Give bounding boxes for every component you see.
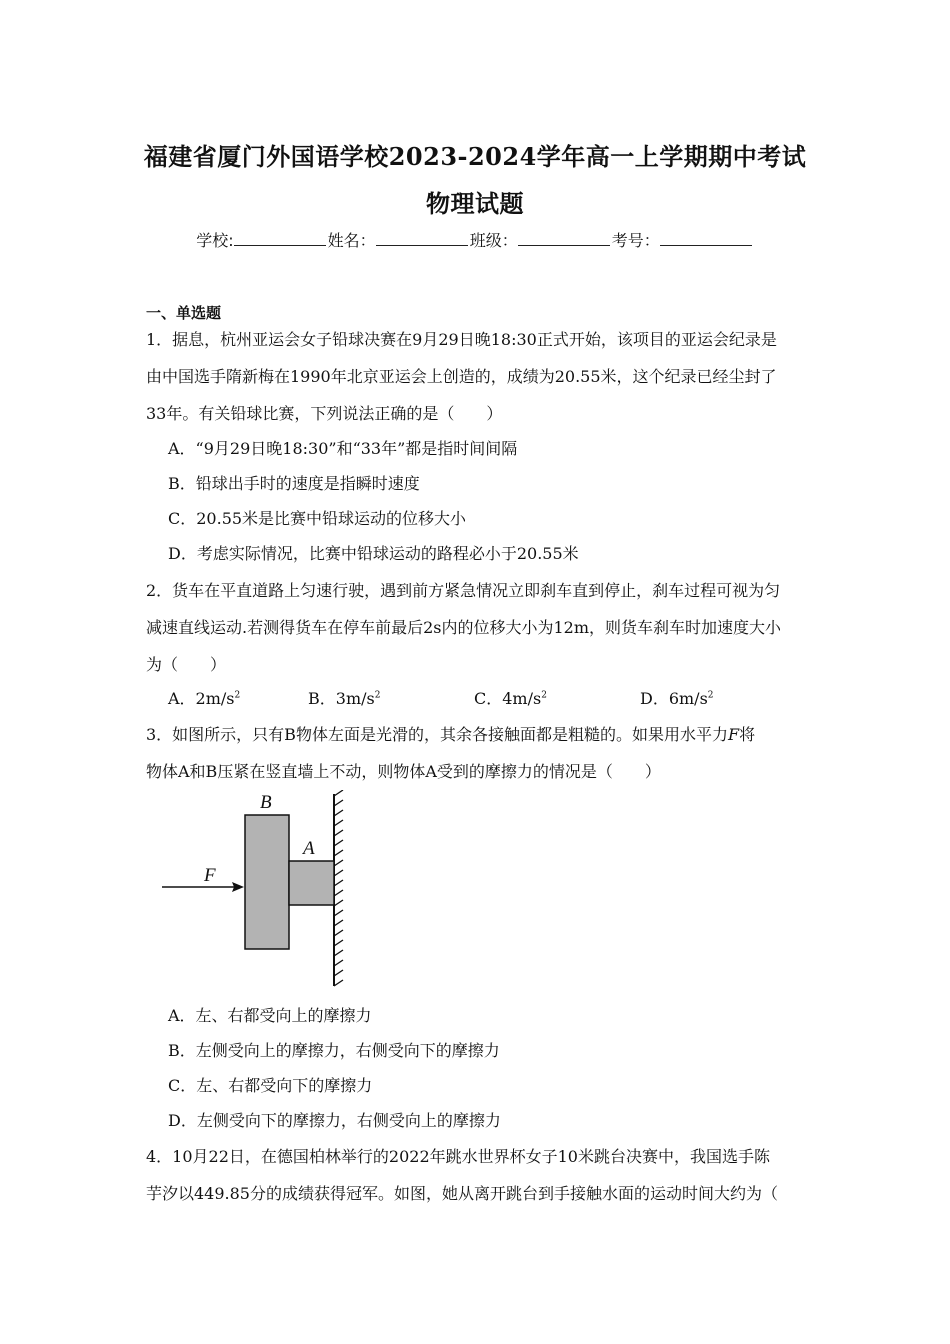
exam-number-blank xyxy=(660,231,752,246)
name-blank xyxy=(376,231,468,246)
wall-hatching xyxy=(334,790,343,986)
q1-option-a: A．“9月29日晚18:30”和“33年”都是指时间间隔 xyxy=(168,439,518,458)
q3-force-symbol: F xyxy=(727,725,740,744)
school-label: 学校: xyxy=(196,231,234,250)
q3-option-c: C．左、右都受向下的摩擦力 xyxy=(168,1076,373,1095)
label-f: F xyxy=(204,865,216,886)
q3-line-1-text-b: 将 xyxy=(739,725,756,744)
q2-option-c-text: C．4m/s xyxy=(474,689,542,708)
q2-line-1: 2．货车在平直道路上匀速行驶，遇到前方紧急情况立即刹车直到停止，刹车过程可视为匀 xyxy=(146,581,781,600)
q1-line-3: 33年。有关铅球比赛，下列说法正确的是（ ） xyxy=(146,404,503,423)
q1-option-b: B．铅球出手时的速度是指瞬时速度 xyxy=(168,474,420,493)
q2-option-c xyxy=(474,686,547,709)
q3-line-2: 物体A和B压紧在竖直墙上不动，则物体A受到的摩擦力的情况是（ ） xyxy=(146,762,661,781)
q2-option-a-sup: 2 xyxy=(234,690,241,701)
exam-subtitle: 物理试题 xyxy=(426,189,524,218)
q2-option-d-sup: 2 xyxy=(707,690,714,701)
q2-option-b xyxy=(308,686,380,709)
school-blank xyxy=(234,231,326,246)
label-b: B xyxy=(260,792,272,813)
q1-line-1: 1．据息，杭州亚运会女子铅球决赛在9月29日晚18:30正式开始，该项目的亚运会纪录是 xyxy=(146,330,777,349)
q4-line-1: 4．10月22日，在德国柏林举行的2022年跳水世界杯女子10米跳台决赛中，我国选手陈 xyxy=(146,1147,770,1166)
q1-option-d: D．考虑实际情况，比赛中铅球运动的路程必小于20.55米 xyxy=(168,544,579,563)
q2-option-d xyxy=(640,686,714,709)
q2-line-2: 减速直线运动.若测得货车在停车前最后2s内的位移大小为12m，则货车刹车时加速度大小 xyxy=(146,618,782,637)
q2-line-3: 为（ ） xyxy=(146,655,227,674)
exam-title: 福建省厦门外国语学校2023-2024学年高一上学期期中考试 xyxy=(143,142,807,171)
q3-line-1 xyxy=(146,722,755,745)
q3-figure xyxy=(160,790,360,994)
name-label: 姓名： xyxy=(327,231,376,250)
q3-line-1-text-a: 3．如图所示，只有B物体左面是光滑的，其余各接触面都是粗糙的。如果用水平力 xyxy=(146,725,728,744)
block-b xyxy=(245,815,289,949)
q4-line-2: 芋汐以449.85分的成绩获得冠军。如图，她从离开跳台到手接触水面的运动时间大约为（ xyxy=(146,1184,778,1203)
q1-line-2: 由中国选手隋新梅在1990年北京亚运会上创造的，成绩为20.55米，这个纪录已经尘封了 xyxy=(146,367,777,386)
exam-number-label: 考号： xyxy=(611,231,660,250)
section-heading: 一、单选题 xyxy=(146,304,222,322)
q2-option-c-sup: 2 xyxy=(541,690,547,701)
q3-option-d: D．左侧受向下的摩擦力，右侧受向上的摩擦力 xyxy=(168,1111,501,1130)
q2-option-b-text: B．3m/s xyxy=(308,689,375,708)
q2-option-d-text: D．6m/s xyxy=(640,689,708,708)
q2-option-a xyxy=(168,686,240,709)
q3-option-a: A．左、右都受向上的摩擦力 xyxy=(168,1006,372,1025)
q2-option-b-sup: 2 xyxy=(374,690,381,701)
q2-option-a-text: A．2m/s xyxy=(168,689,235,708)
student-info-line xyxy=(0,228,950,251)
q3-figure-svg xyxy=(160,790,360,990)
label-a: A xyxy=(303,838,315,859)
class-blank xyxy=(518,231,610,246)
q3-option-b: B．左侧受向上的摩擦力，右侧受向下的摩擦力 xyxy=(168,1041,500,1060)
q1-option-c: C．20.55米是比赛中铅球运动的位移大小 xyxy=(168,509,467,528)
class-label: 班级： xyxy=(469,231,518,250)
block-a xyxy=(289,861,334,905)
